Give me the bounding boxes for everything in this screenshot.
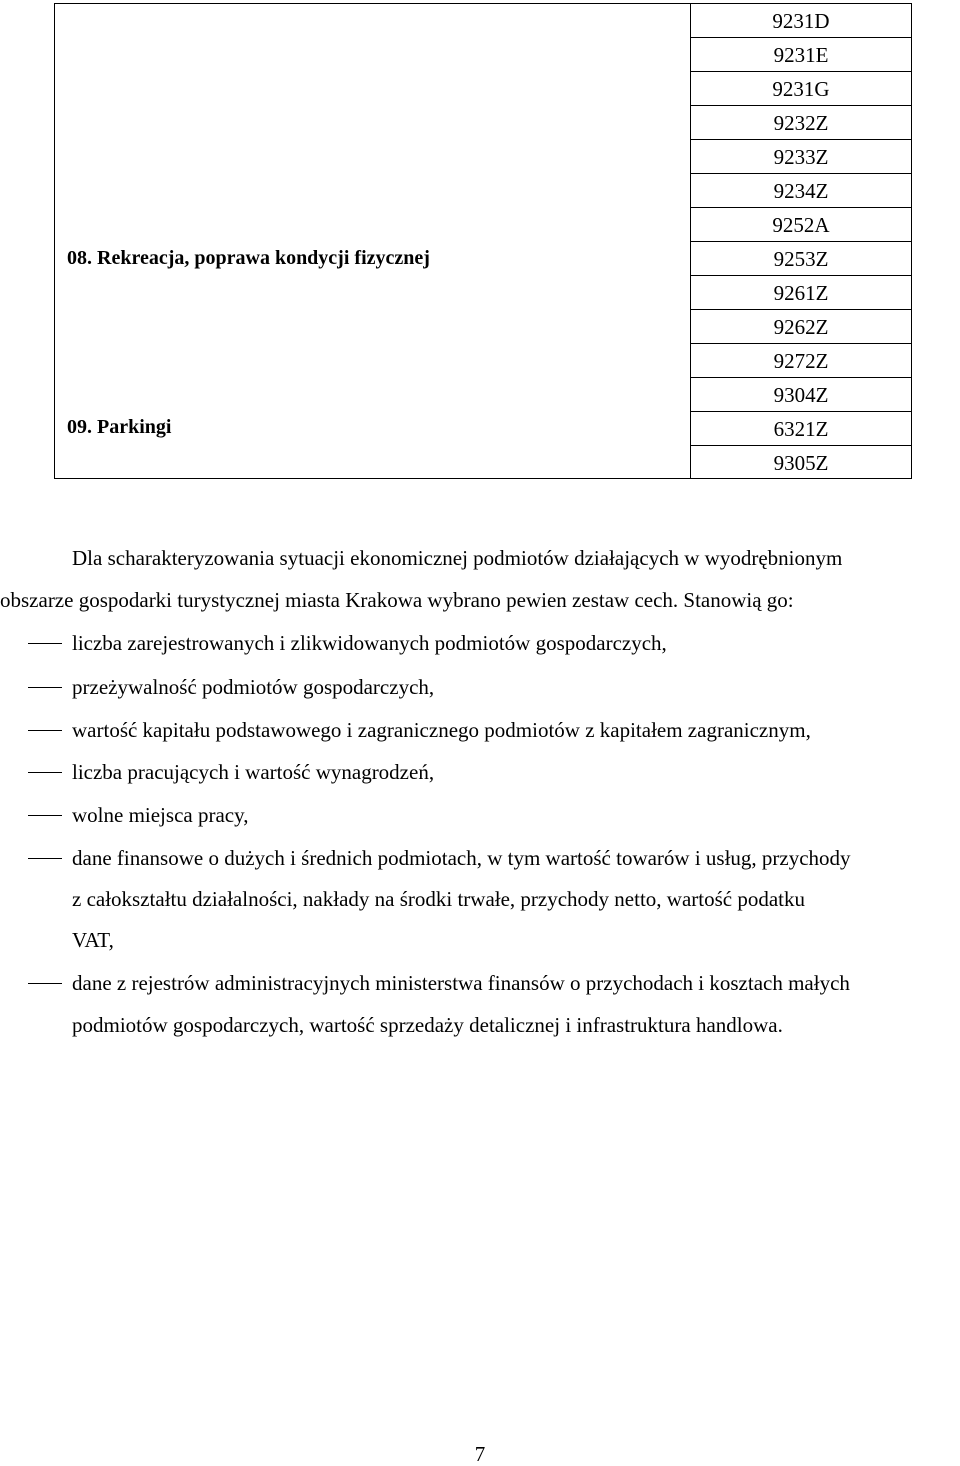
- code-cell: 9304Z: [691, 378, 911, 412]
- code-cell: 9252A: [691, 208, 911, 242]
- code-cell: 9231D: [691, 4, 911, 38]
- page-number: 7: [474, 1442, 486, 1466]
- section-09-label: 09. Parkingi: [67, 416, 172, 438]
- code-cell: 9233Z: [691, 140, 911, 174]
- code-cell: 9253Z: [691, 242, 911, 276]
- bullet-item: [28, 677, 434, 698]
- paragraph-line: obszarze gospodarki turystycznej miasta Krakowa wybrano pewien zestaw cech. Stanowią go:: [0, 588, 794, 612]
- code-cell: 9231G: [691, 72, 911, 106]
- dash-bullet-icon: [28, 983, 62, 984]
- activity-code-table: [54, 3, 912, 479]
- dash-bullet-icon: [28, 730, 62, 731]
- code-cell: 9234Z: [691, 174, 911, 208]
- dash-bullet-icon: [28, 687, 62, 688]
- bullet-continuation: VAT,: [72, 928, 114, 952]
- code-cell: 9305Z: [773, 451, 829, 475]
- bullet-item: [28, 720, 811, 741]
- bullet-text: liczba zarejestrowanych i zlikwidowanych podmiotów gospodarczych,: [72, 631, 667, 655]
- bullet-item: [28, 633, 667, 654]
- section-08-label: 08. Rekreacja, poprawa kondycji fizycznej: [67, 247, 430, 269]
- bullet-item: [28, 762, 434, 783]
- bullet-item: [28, 805, 248, 826]
- bullet-text: wolne miejsca pracy,: [72, 803, 249, 827]
- code-cell: 9231E: [691, 38, 911, 72]
- code-cell: 9261Z: [691, 276, 911, 310]
- bullet-item: [28, 848, 851, 869]
- bullet-text: dane z rejestrów administracyjnych ministerstwa finansów o przychodach i kosztach małych: [72, 971, 850, 995]
- paragraph-line: Dla scharakteryzowania sytuacji ekonomicznej podmiotów działających w wyodrębnionym: [72, 546, 843, 570]
- dash-bullet-icon: [28, 772, 62, 773]
- bullet-text: przeżywalność podmiotów gospodarczych,: [72, 675, 435, 699]
- code-cell: 9272Z: [691, 344, 911, 378]
- bullet-text: dane finansowe o dużych i średnich podmiotach, w tym wartość towarów i usług, przychody: [72, 846, 851, 870]
- code-cell: 9232Z: [691, 106, 911, 140]
- bullet-item: [28, 973, 850, 994]
- bullet-text: liczba pracujących i wartość wynagrodzeń,: [72, 760, 435, 784]
- bullet-text: wartość kapitału podstawowego i zagranicznego podmiotów z kapitałem zagranicznym,: [72, 718, 811, 742]
- code-cell: 9262Z: [691, 310, 911, 344]
- dash-bullet-icon: [28, 815, 62, 816]
- bullet-continuation: z całokształtu działalności, nakłady na środki trwałe, przychody netto, wartość podatku: [72, 887, 806, 911]
- bullet-continuation: podmiotów gospodarczych, wartość sprzedaży detalicznej i infrastruktura handlowa.: [72, 1013, 783, 1037]
- code-cell: 6321Z: [691, 412, 911, 446]
- dash-bullet-icon: [28, 643, 62, 644]
- dash-bullet-icon: [28, 858, 62, 859]
